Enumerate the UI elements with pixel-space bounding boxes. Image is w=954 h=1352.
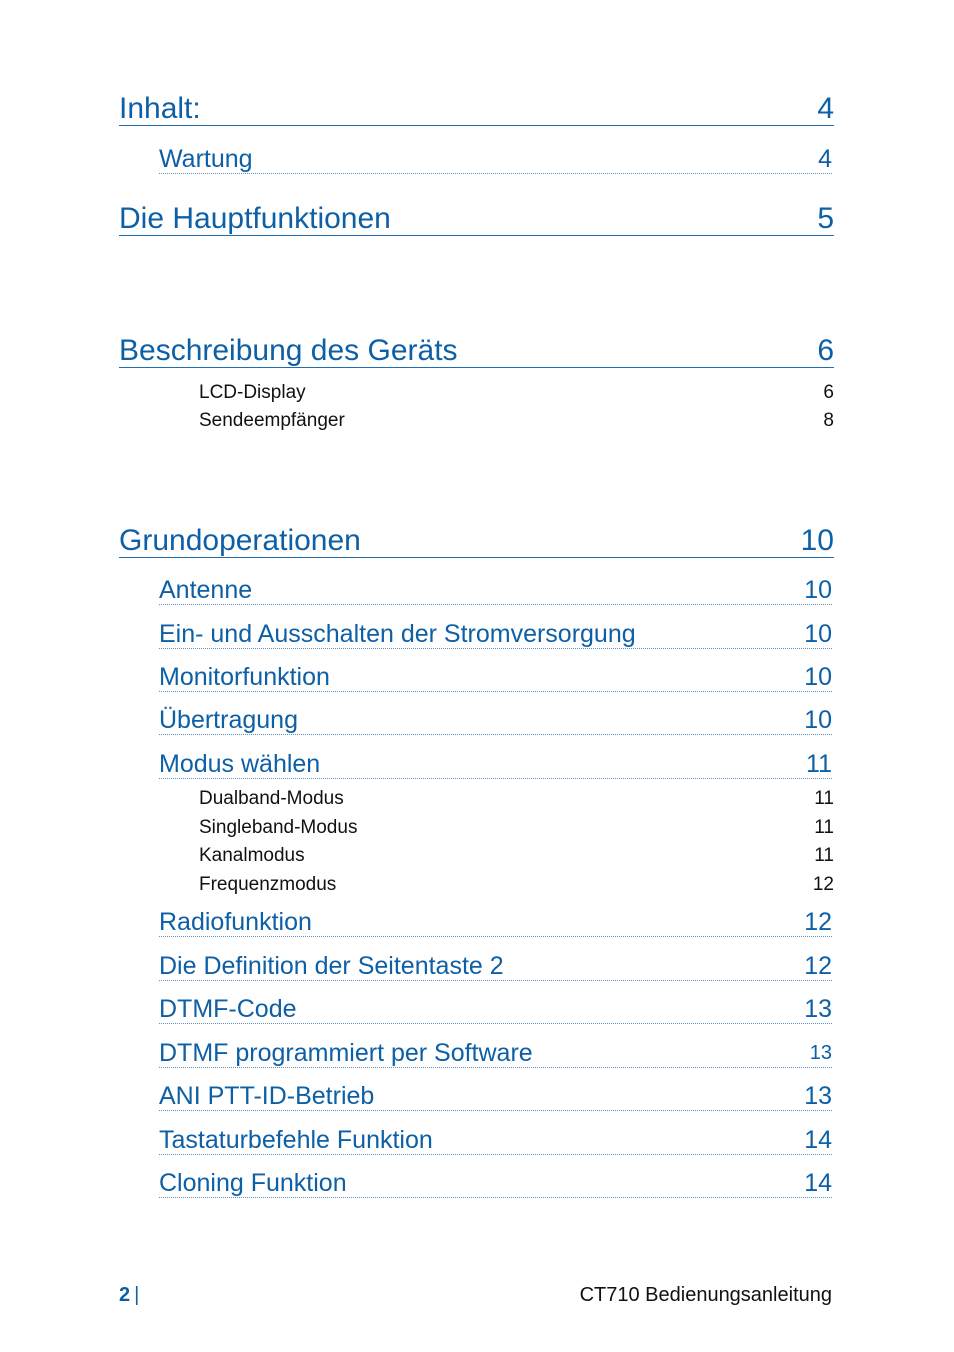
toc-page-number: 10	[804, 620, 832, 648]
toc-label: LCD-Display	[199, 382, 306, 403]
toc-subentry-cloning[interactable]	[159, 1168, 832, 1198]
toc-page-number: 12	[804, 952, 832, 980]
toc-page-number: 13	[804, 995, 832, 1023]
toc-page-number: 10	[804, 663, 832, 691]
toc-page-number: 4	[817, 92, 834, 125]
toc-subentry-dtmf-code[interactable]	[159, 994, 832, 1024]
toc-label: Beschreibung des Geräts	[119, 334, 458, 367]
toc-subentry-monitorfunktion[interactable]	[159, 662, 832, 692]
toc-label: Ein- und Ausschalten der Stromversorgung	[159, 620, 636, 648]
toc-label: Sendeempfänger	[199, 410, 345, 431]
toc-label: Cloning Funktion	[159, 1169, 347, 1197]
toc-label: DTMF-Code	[159, 995, 297, 1023]
toc-subentry-stromversorgung[interactable]	[159, 619, 832, 649]
toc-page-number: 13	[809, 1042, 832, 1064]
footer-separator: |	[134, 1284, 140, 1306]
footer-document-title: CT710 Bedienungsanleitung	[579, 1284, 832, 1306]
toc-page-number: 11	[806, 750, 832, 778]
toc-label: ANI PTT-ID-Betrieb	[159, 1082, 375, 1110]
toc-label: Grundoperationen	[119, 524, 361, 557]
toc-subentry-dtmf-software[interactable]	[159, 1038, 832, 1068]
toc-label: Antenne	[159, 576, 253, 604]
toc-heading-grundoperationen[interactable]	[119, 524, 834, 558]
toc-heading-beschreibung[interactable]	[119, 334, 834, 368]
toc-label: Radiofunktion	[159, 908, 312, 936]
toc-label: Die Hauptfunktionen	[119, 202, 391, 235]
toc-label: Singleband-Modus	[199, 817, 358, 838]
toc-subentry-modus-waehlen[interactable]	[159, 749, 832, 779]
toc-subentry-uebertragung[interactable]	[159, 705, 832, 735]
toc-subentry-ani-ptt-id[interactable]	[159, 1081, 832, 1111]
toc-page-number: 11	[814, 817, 834, 838]
toc-page-number: 8	[823, 410, 834, 431]
toc-heading-hauptfunktionen[interactable]	[119, 202, 834, 236]
toc-item-sendeempfaenger[interactable]	[199, 408, 834, 432]
toc-page-number: 6	[823, 382, 834, 403]
toc-subentry-seitentaste[interactable]	[159, 951, 832, 981]
toc-page-number: 12	[804, 908, 832, 936]
toc-page-number: 10	[804, 576, 832, 604]
toc-page-number: 4	[818, 145, 832, 173]
toc-page-number: 10	[800, 524, 834, 557]
toc-label: Inhalt:	[119, 92, 201, 125]
toc-subentry-antenne[interactable]	[159, 575, 832, 605]
toc-item-kanalmodus[interactable]	[199, 843, 834, 867]
toc-page-number: 14	[804, 1169, 832, 1197]
toc-page-number: 6	[817, 334, 834, 367]
toc-label: Frequenzmodus	[199, 874, 337, 895]
toc-item-lcd-display[interactable]	[199, 380, 834, 404]
toc-label: DTMF programmiert per Software	[159, 1039, 533, 1067]
toc-label: Wartung	[159, 145, 253, 173]
toc-label: Kanalmodus	[199, 845, 305, 866]
toc-page-number: 14	[804, 1126, 832, 1154]
page-number: 2	[119, 1284, 131, 1306]
toc-item-dualband-modus[interactable]	[199, 786, 834, 810]
toc-subentry-radiofunktion[interactable]	[159, 907, 832, 937]
toc-label: Monitorfunktion	[159, 663, 330, 691]
toc-page-number: 12	[812, 874, 834, 895]
toc-page-number: 10	[804, 706, 832, 734]
toc-page-number: 11	[814, 788, 834, 809]
toc-page-number: 11	[814, 845, 834, 866]
toc-label: Tastaturbefehle Funktion	[159, 1126, 433, 1154]
toc-page-number: 13	[804, 1082, 832, 1110]
toc-item-singleband-modus[interactable]	[199, 815, 834, 839]
toc-label: Die Definition der Seitentaste 2	[159, 952, 504, 980]
toc-label: Modus wählen	[159, 750, 321, 778]
toc-subentry-wartung[interactable]	[159, 144, 832, 174]
toc-label: Übertragung	[159, 706, 298, 734]
footer-page-number	[119, 1284, 139, 1307]
toc-label: Dualband-Modus	[199, 788, 344, 809]
toc-heading-inhalt[interactable]	[119, 92, 834, 126]
toc-subentry-tastaturbefehle[interactable]	[159, 1125, 832, 1155]
toc-item-frequenzmodus[interactable]	[199, 872, 834, 896]
toc-page-number: 5	[817, 202, 834, 235]
